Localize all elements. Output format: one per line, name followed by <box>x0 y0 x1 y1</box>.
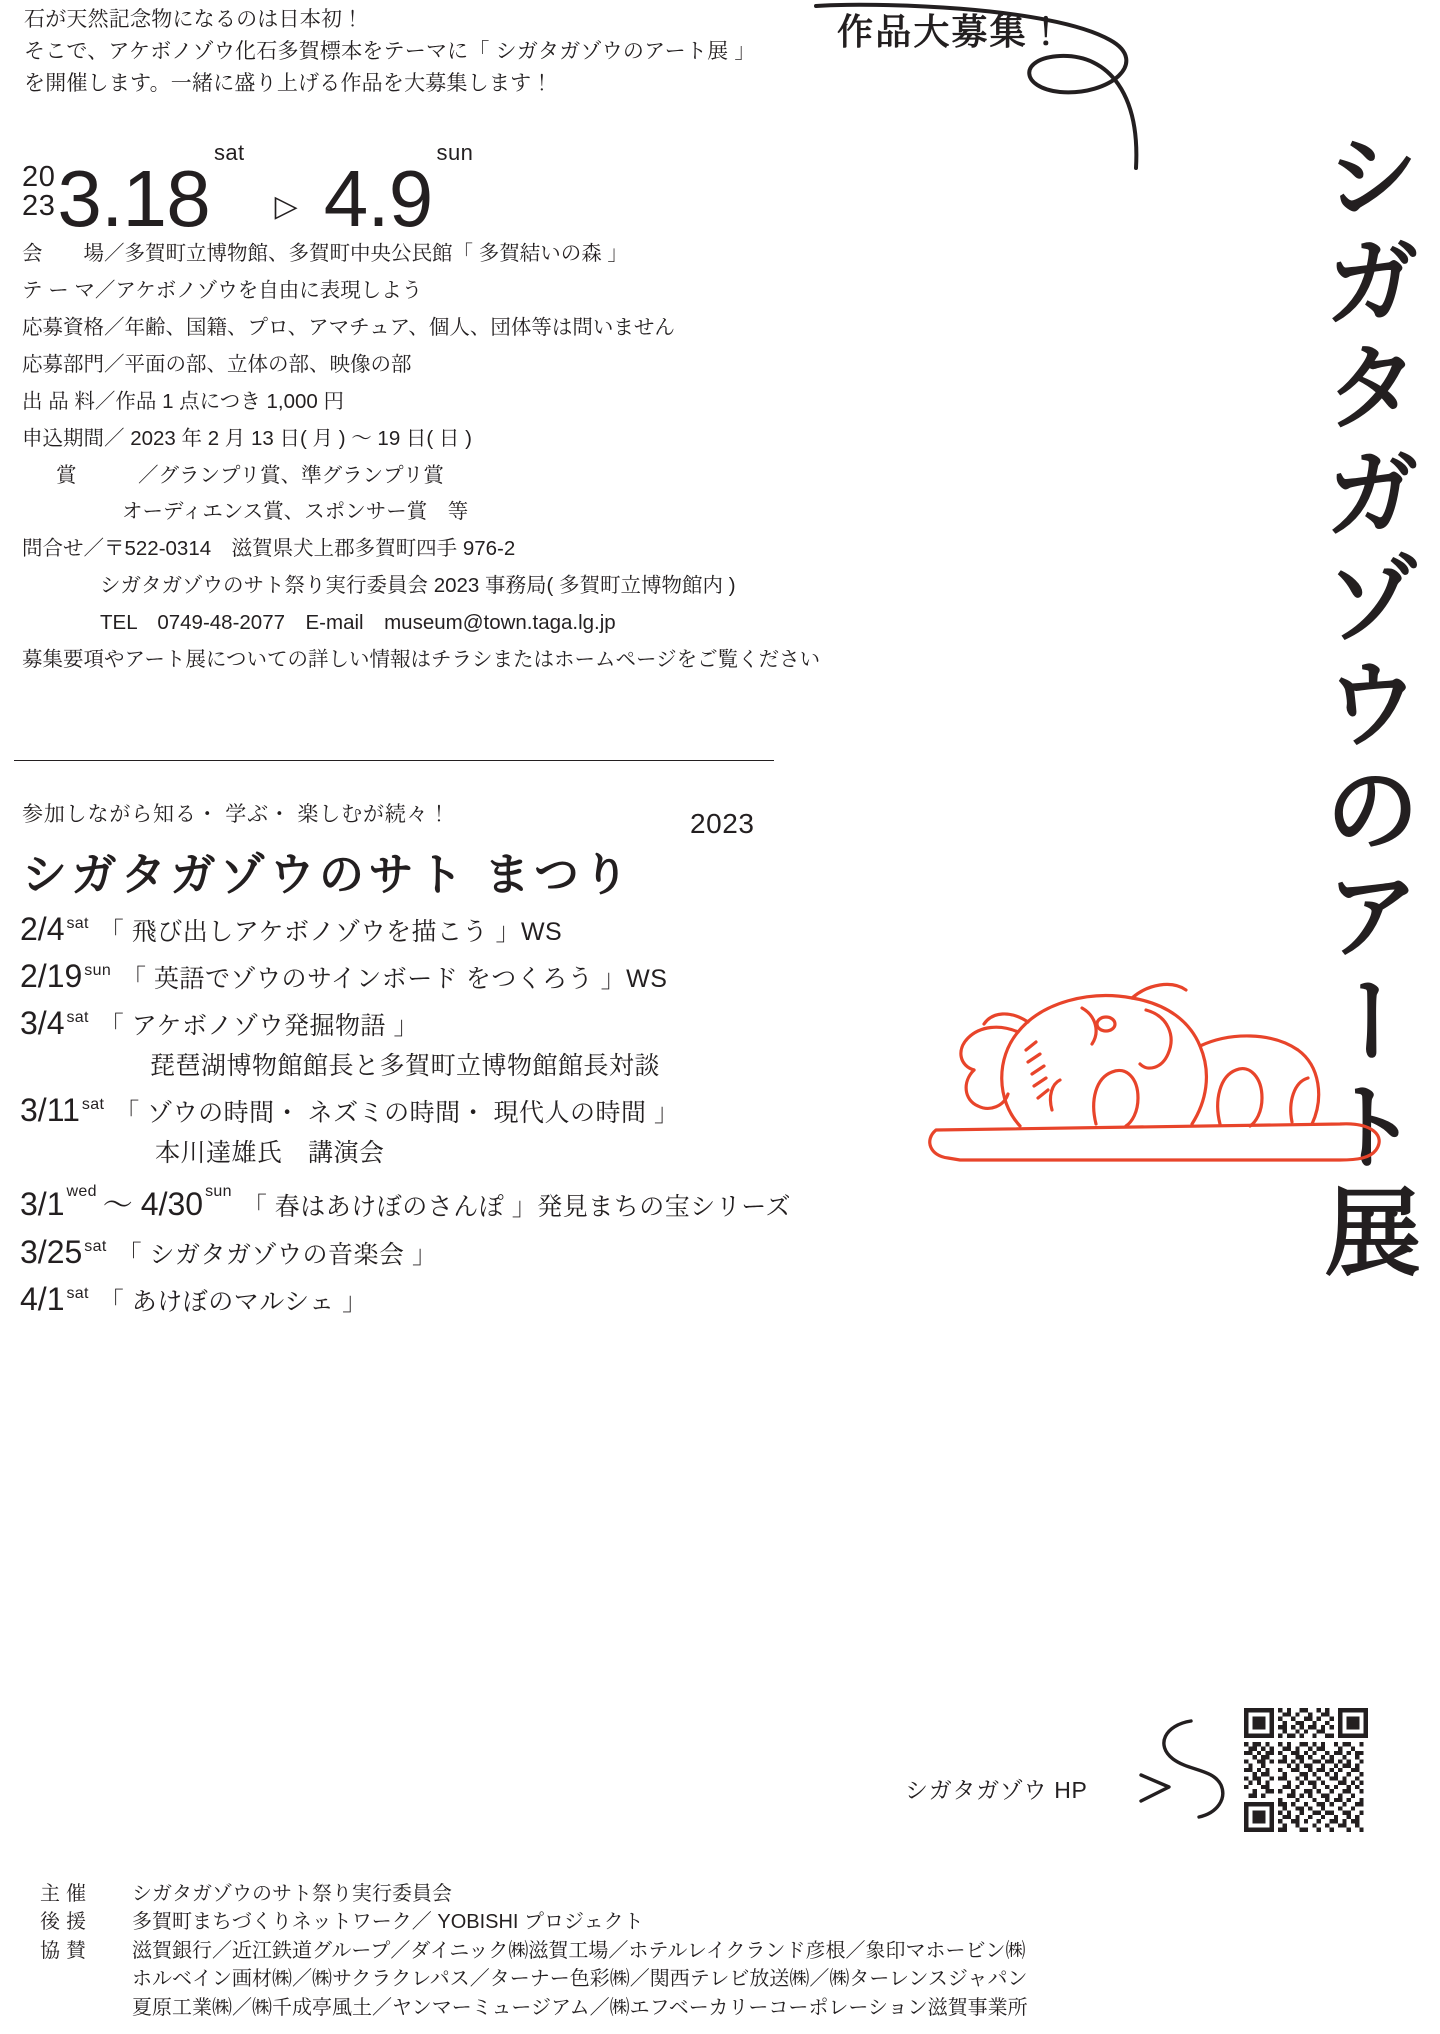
detail-contact: 問合せ／〒522-0314 滋賀県犬上郡多賀町四手 976-2 <box>22 536 516 560</box>
festival-title: シガタガゾウのサト まつり <box>22 849 634 900</box>
sponsor-value: シガタガゾウのサト祭り実行委員会 <box>132 1883 452 1905</box>
detail-prizes: 賞 ／グランプリ賞、準グランプリ賞 <box>56 464 444 487</box>
event-date: 3/25 <box>20 1234 83 1270</box>
festival-year: 2023 <box>690 808 755 839</box>
sponsor-row-support <box>40 1908 1430 1936</box>
hp-label: シガタガゾウ HP <box>905 1777 1088 1803</box>
detail-fee: 出 品 料／作品 1 点につき 1,000 円 <box>22 390 344 413</box>
list-item <box>20 912 920 948</box>
event-subtitle: 本川達雄氏 講演会 <box>155 1139 385 1167</box>
details-block <box>22 244 822 687</box>
list-item <box>20 1282 920 1318</box>
elephant-line-art-icon <box>900 950 1420 1190</box>
sponsors-block <box>40 1880 1430 2022</box>
detail-categories: 応募部門／平面の部、立体の部、映像の部 <box>22 353 412 376</box>
event-dow: sat <box>66 915 89 932</box>
intro-paragraph <box>24 4 784 100</box>
start-date: 3.18 <box>57 154 210 244</box>
event-dow-end: sun <box>205 1183 232 1200</box>
event-dow: sat <box>81 1096 105 1113</box>
event-date: 3/1 <box>20 1186 65 1222</box>
year-stack <box>22 160 56 236</box>
event-title: 「 シガタガゾウの音楽会 」 <box>116 1241 438 1269</box>
event-title: 「 アケボノゾウ発掘物語 」 <box>98 1012 419 1040</box>
event-title: 「 春はあけぼのさんぽ 」発見まちの宝シリーズ <box>241 1193 791 1221</box>
sponsor-continuation-1: ホルベイン画材㈱／㈱サクラクレパス／ターナー色彩㈱／関西テレビ放送㈱／㈱ターレンスジャパン <box>132 1968 1028 1991</box>
sponsor-row-sponsors <box>40 1937 1430 1965</box>
sponsor-row-organizer <box>40 1880 1430 1908</box>
detail-application-period: 申込期間／ 2023 年 2 月 13 日( 月 ) 〜 19 日( 日 ) <box>22 427 472 450</box>
event-subtitle: 琵琶湖博物館館長と多賀町立博物館館長対談 <box>150 1052 661 1080</box>
list-item <box>20 1006 920 1082</box>
detail-more-info: 募集要項やアート展についての詳しい情報はチラシまたはホームページをご覧ください <box>22 647 821 671</box>
event-title: 「 あけぼのマルシェ 」 <box>98 1288 368 1316</box>
sponsor-key: 協賛 <box>40 1939 92 1962</box>
sponsor-value: 多賀町まちづくりネットワーク／ YOBISHI プロジェクト <box>132 1911 644 1934</box>
event-dow: sat <box>66 1285 89 1302</box>
detail-theme: テ ー マ／アケボノゾウを自由に表現しよう <box>22 279 423 302</box>
list-item <box>20 1180 920 1224</box>
event-date: 3/11 <box>20 1092 80 1128</box>
event-date-tilde: 〜 <box>102 1189 133 1222</box>
event-date: 2/19 <box>20 958 83 994</box>
event-date: 2/4 <box>20 911 65 947</box>
intro-line-3: を開催します。一緒に盛り上げる作品を大募集します！ <box>24 71 553 95</box>
start-dow: sat <box>213 140 245 165</box>
intro-line-2: そこで、アケボノゾウ化石多賀標本をテーマに「 シガタガゾウのアート展 」 <box>24 39 756 63</box>
intro-line-1: 石が天然記念物になるのは日本初！ <box>24 8 364 31</box>
detail-prizes-2: オーディエンス賞、スポンサー賞 等 <box>122 499 469 523</box>
event-date: 3/4 <box>20 1005 65 1041</box>
sponsor-value: 滋賀銀行／近江鉄道グループ／ダイニック㈱滋賀工場／ホテルレイクランド彦根／象印マホービン㈱ <box>132 1939 1026 1962</box>
event-dow: sun <box>84 962 112 979</box>
festival-lead: 参加しながら知る・ 学ぶ・ 楽しむが続々！ <box>22 803 451 826</box>
event-dow: wed <box>66 1183 97 1200</box>
list-item <box>20 959 920 995</box>
event-title: 「 英語でゾウのサインボード をつくろう 」WS <box>121 965 668 993</box>
event-date-headline <box>22 128 474 244</box>
sponsor-key: 主催 <box>40 1883 92 1905</box>
detail-committee: シガタガゾウのサト祭り実行委員会 2023 事務局( 多賀町立博物館内 ) <box>100 573 736 597</box>
call-for-works-heading: 作品大募集！ <box>837 11 1066 52</box>
date-range-arrow-icon: ▷ <box>274 190 298 223</box>
list-item <box>20 1093 920 1169</box>
event-date: 4/1 <box>20 1281 65 1317</box>
event-date-end: 4/30 <box>140 1186 204 1222</box>
detail-tel-email: TEL 0749-48-2077 E-mail museum@town.taga.lg.jp <box>100 610 616 634</box>
detail-eligibility: 応募資格／年齢、国籍、プロ、アマチュア、個人、団体等は問いません <box>22 316 675 339</box>
hp-arrow-icon <box>1125 1715 1235 1825</box>
event-title: 「 ゾウの時間・ ネズミの時間・ 現代人の時間 」 <box>114 1099 680 1127</box>
event-dow: sat <box>84 1238 107 1255</box>
year-bottom: 23 <box>22 190 56 223</box>
event-title: 「 飛び出しアケボノゾウを描こう 」WS <box>98 918 563 946</box>
end-date: 4.9 <box>323 154 433 244</box>
year-top: 20 <box>22 160 56 193</box>
event-dow: sat <box>66 1009 89 1026</box>
sponsor-continuation-2: 夏原工業㈱／㈱千成亭風土／ヤンマーミュージアム／㈱エフベーカリーコーポレーション滋賀事業所 <box>132 1996 1028 2019</box>
sponsor-key: 後援 <box>40 1911 92 1934</box>
event-list <box>20 912 920 1329</box>
end-dow: sun <box>436 140 474 165</box>
qr-code[interactable] <box>1244 1708 1368 1832</box>
detail-venue: 会 場／多賀町立博物館、多賀町中央公民館「 多賀結いの森 」 <box>22 242 628 265</box>
section-divider <box>14 760 774 761</box>
list-item <box>20 1235 920 1271</box>
poster-vertical-title: シガタガゾウのアート展 <box>1311 126 1418 1288</box>
